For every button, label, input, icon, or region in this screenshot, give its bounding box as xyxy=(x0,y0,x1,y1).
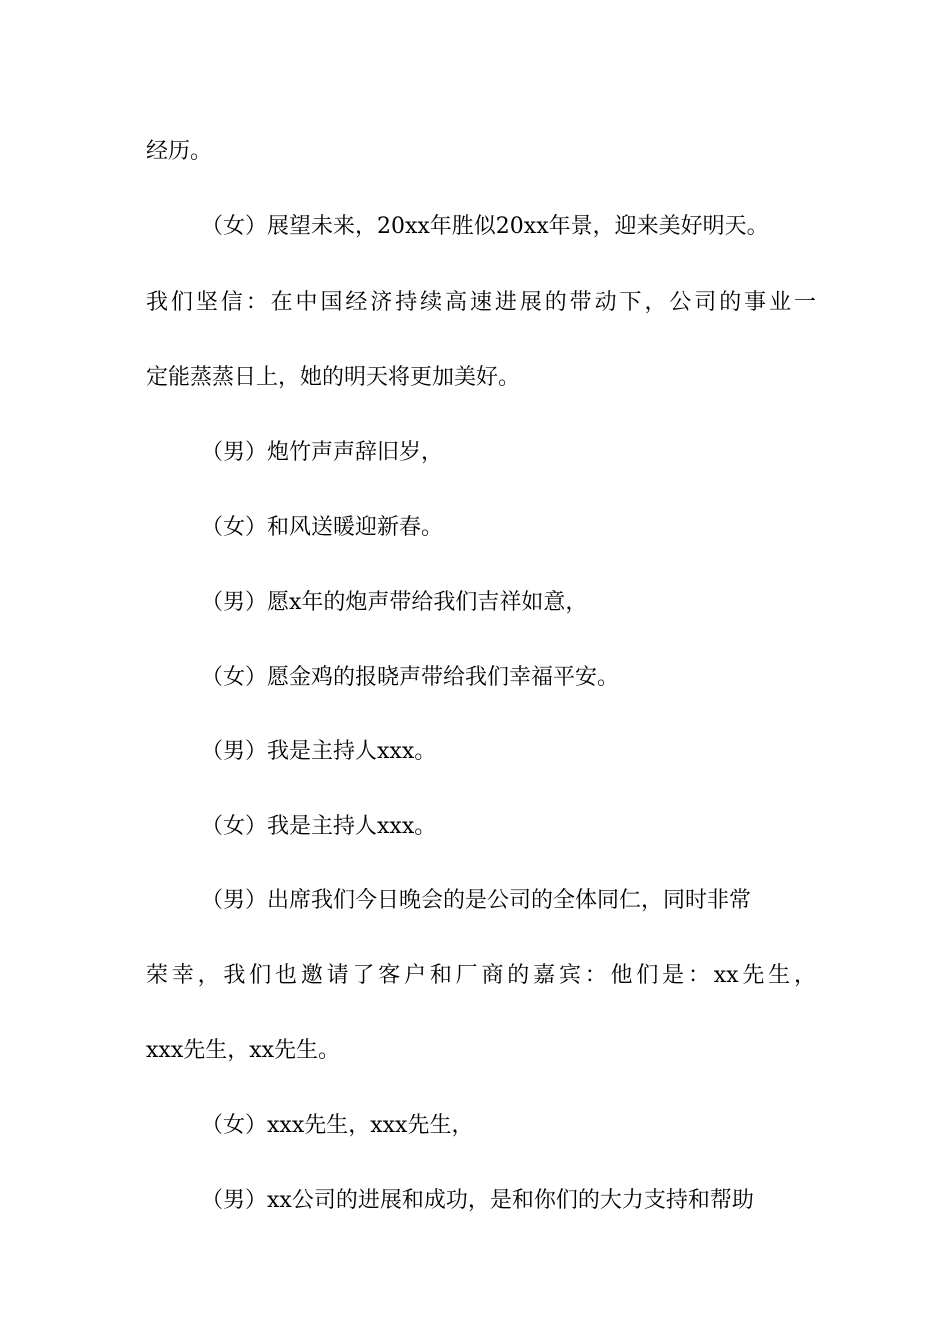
text-line: （女）愿金鸡的报晓声带给我们幸福平安。 xyxy=(201,665,620,690)
text-line: （女）和风送暖迎新春。 xyxy=(201,515,444,540)
text-line: （男）愿x年的炮声带给我们吉祥如意， xyxy=(201,590,588,615)
text-line: （女）展望未来，20xx年胜似20xx年景，迎来美好明天。 xyxy=(201,214,769,239)
text-line: 我们坚信：在中国经济持续高速进展的带动下，公司的事业一 xyxy=(146,290,816,315)
text-line: （男）炮竹声声辞旧岁， xyxy=(201,440,444,465)
text-line: （女）我是主持人xxx。 xyxy=(201,814,437,839)
text-line: （男）我是主持人xxx。 xyxy=(201,739,437,764)
text-line: xxx先生，xx先生。 xyxy=(146,1038,341,1063)
text-line: （女）xxx先生，xxx先生， xyxy=(201,1113,474,1138)
text-line: （男）出席我们今日晚会的是公司的全体同仁，同时非常 xyxy=(201,888,752,913)
text-line: （男）xx公司的进展和成功，是和你们的大力支持和帮助 xyxy=(201,1188,754,1213)
text-line: 荣幸，我们也邀请了客户和厂商的嘉宾：他们是：xx先生， xyxy=(146,963,816,988)
text-line: 定能蒸蒸日上，她的明天将更加美好。 xyxy=(146,365,521,390)
text-line: 经历。 xyxy=(146,139,213,164)
